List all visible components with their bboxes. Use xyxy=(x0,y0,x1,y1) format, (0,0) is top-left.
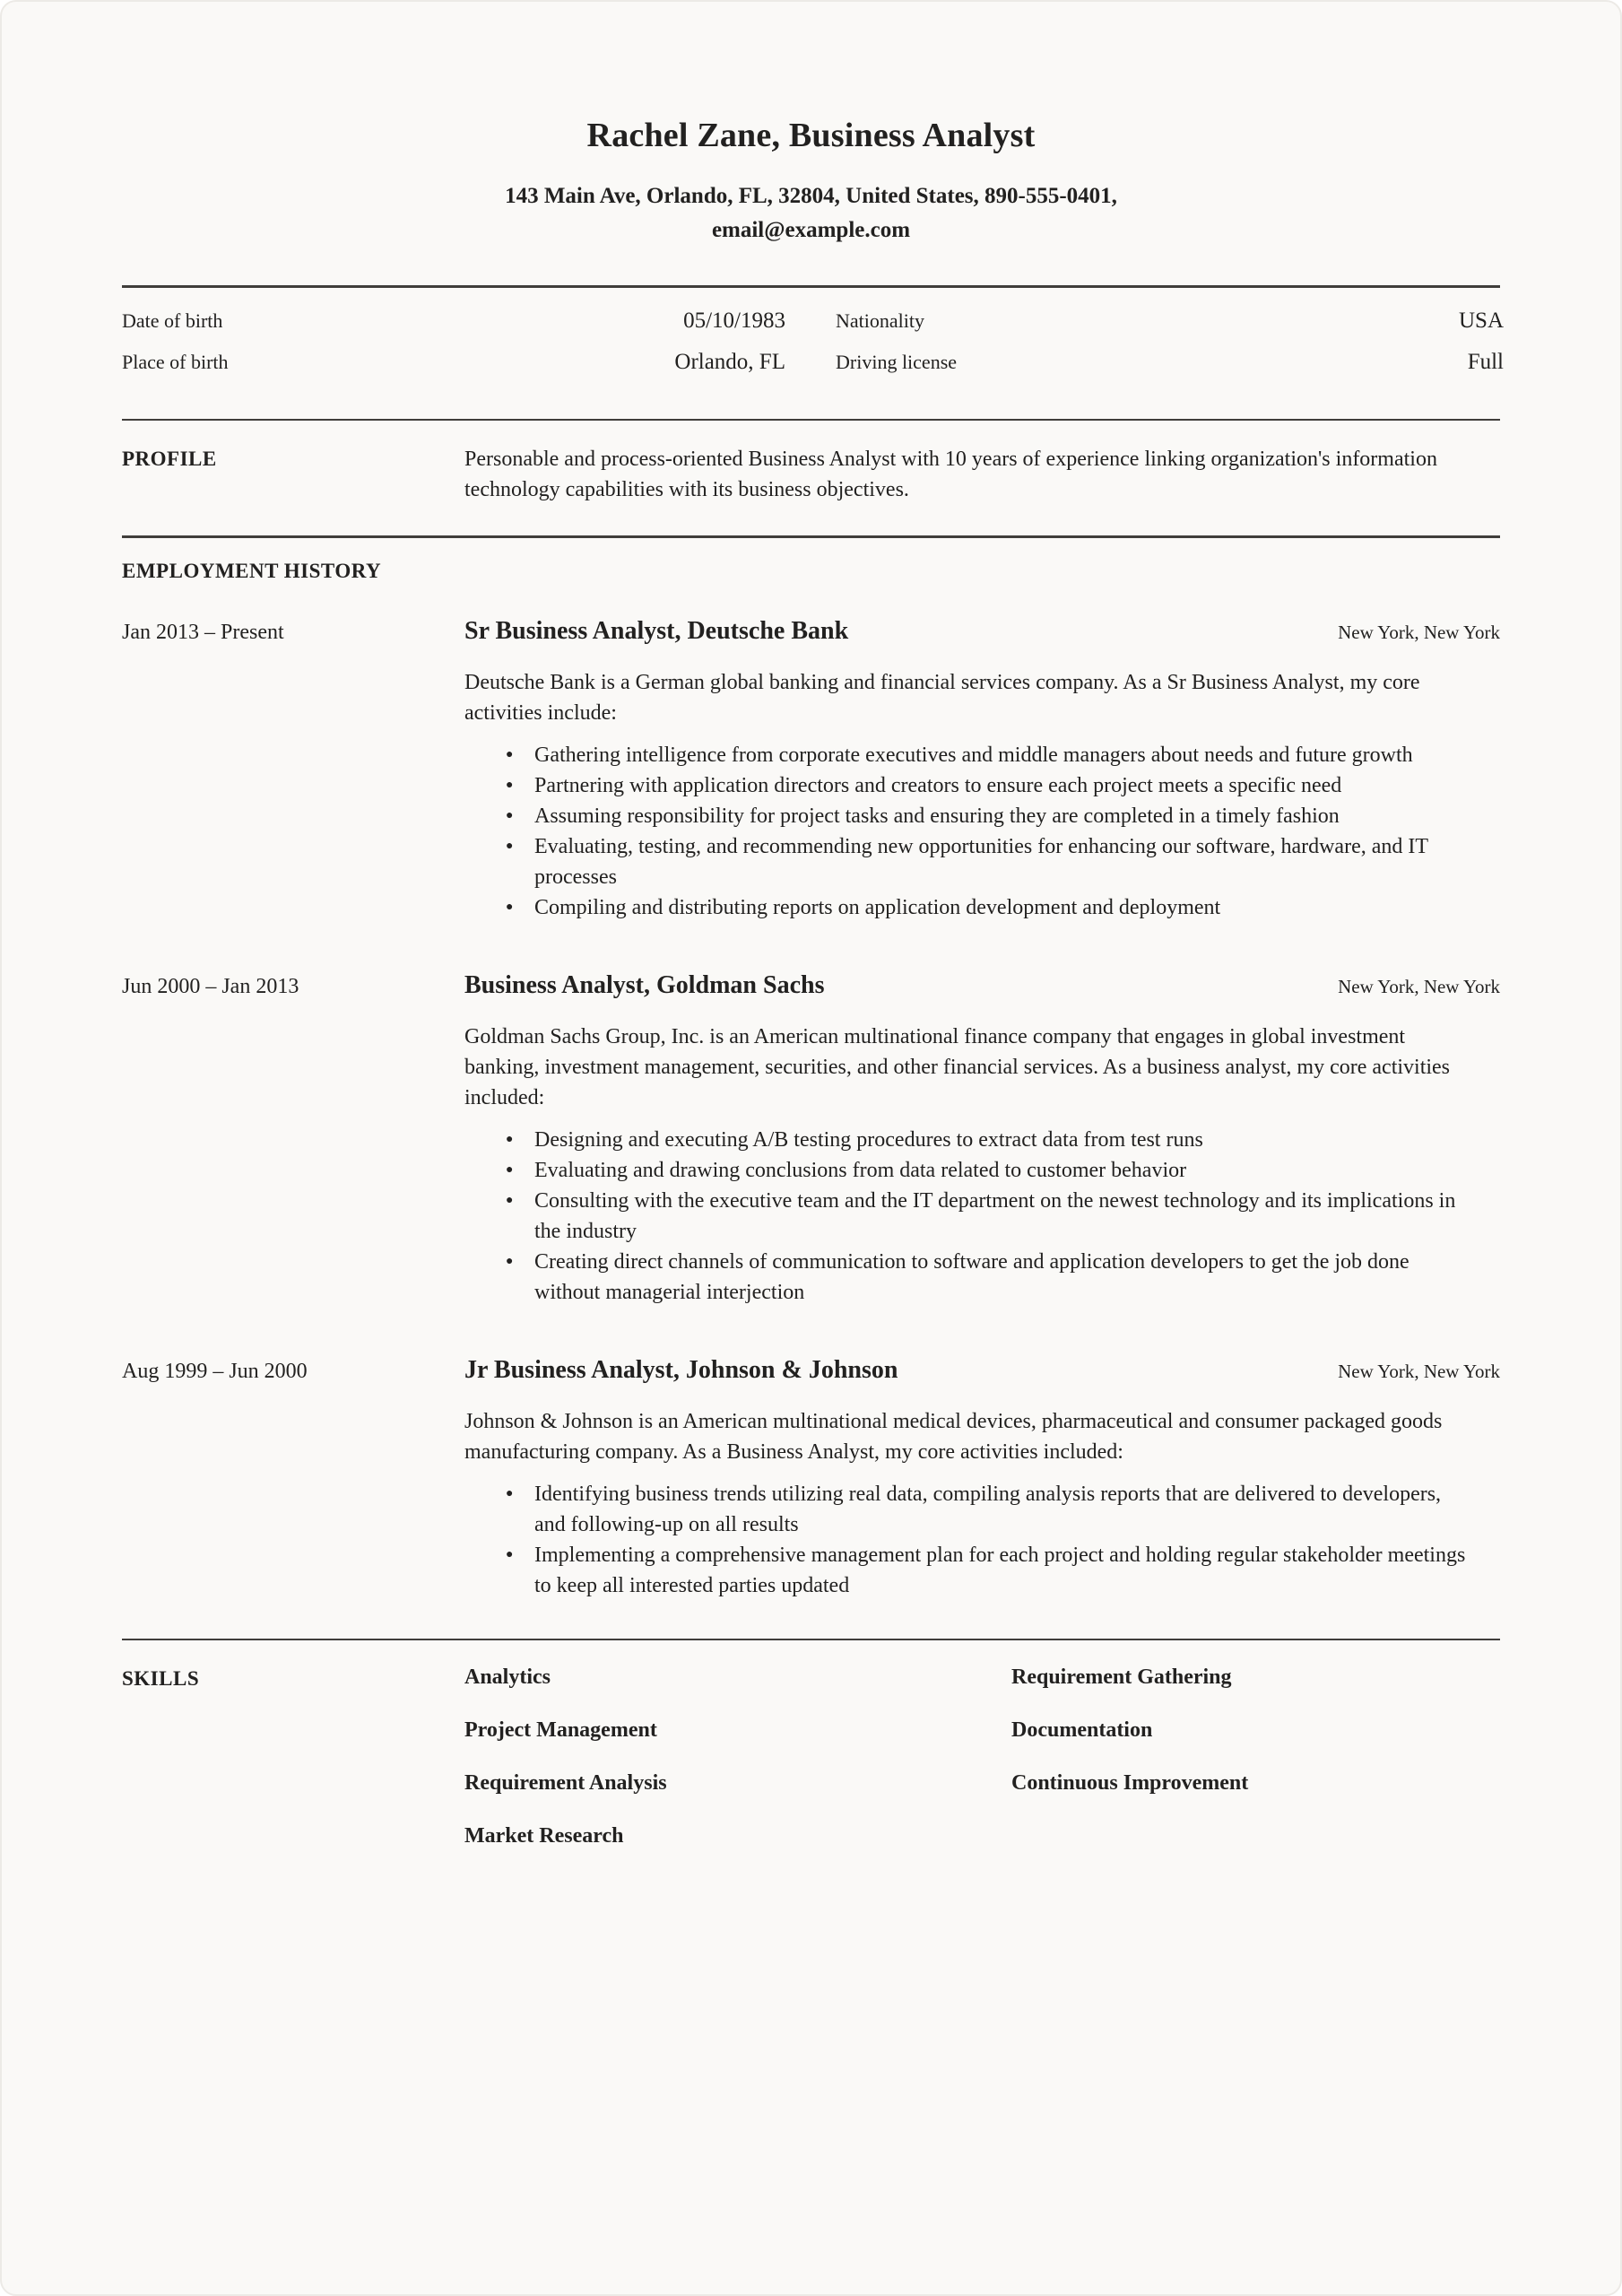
detail-value: Full xyxy=(1467,349,1504,374)
detail-driving-license xyxy=(836,349,1504,376)
job-location: New York, New York xyxy=(1338,975,1500,997)
job-bullet-list xyxy=(464,1125,1500,1308)
skill-item: Documentation xyxy=(1011,1718,1153,1742)
skills-heading: SKILLS xyxy=(122,1667,200,1690)
detail-label: Date of birth xyxy=(122,309,223,332)
detail-value: Orlando, FL xyxy=(674,349,785,374)
bullet-item: ● Consulting with the executive team and the IT department on the newest technology and its implications in the industry xyxy=(464,1186,1473,1247)
detail-label: Place of birth xyxy=(122,350,229,373)
job-title: Business Analyst, Goldman Sachs xyxy=(464,970,825,999)
job-dates: Aug 1999 – Jun 2000 xyxy=(122,1359,308,1383)
detail-label: Nationality xyxy=(836,309,924,332)
bullet-item: ● Evaluating, testing, and recommending new opportunities for enhancing our software, hardware, and IT processes xyxy=(464,831,1473,892)
personal-details-section xyxy=(122,288,1504,376)
job-description: Goldman Sachs Group, Inc. is an American multinational finance company that engages in global investment banking, investment management, securities, and other financial services. As a business analyst, my core activities included: xyxy=(464,1024,1451,1109)
job-bullet-list xyxy=(464,740,1500,923)
detail-place-of-birth xyxy=(122,349,785,376)
detail-nationality xyxy=(836,308,1504,335)
profile-section xyxy=(122,421,1500,505)
contact-info xyxy=(122,179,1500,248)
job-location: New York, New York xyxy=(1338,621,1500,643)
resume-header xyxy=(122,2,1500,248)
skill-item: Requirement Analysis xyxy=(464,1771,667,1795)
profile-heading: PROFILE xyxy=(122,448,217,470)
contact-address-line: 143 Main Ave, Orlando, FL, 32804, United States, 890-555-0401, xyxy=(505,184,1117,208)
detail-value: 05/10/1983 xyxy=(683,308,785,333)
job-entry-johnson-johnson xyxy=(122,1354,1500,1601)
job-entry-goldman-sachs xyxy=(122,970,1500,1308)
skill-item: Market Research xyxy=(464,1824,624,1848)
skill-item: Continuous Improvement xyxy=(1011,1771,1249,1795)
bullet-item: ● Creating direct channels of communication to software and application developers to get the job done without managerial interjection xyxy=(464,1247,1473,1308)
page-title: Rachel Zane, Business Analyst xyxy=(586,117,1036,154)
skill-item: Project Management xyxy=(464,1718,657,1742)
job-dates: Jun 2000 – Jan 2013 xyxy=(122,974,299,998)
bullet-item: ● Evaluating and drawing conclusions from data related to customer behavior xyxy=(464,1155,1473,1186)
bullet-item: ● Implementing a comprehensive management plan for each project and holding regular stakeholder meetings to keep all interested parties updated xyxy=(464,1540,1473,1601)
skills-column-right xyxy=(1011,1664,1248,1875)
job-title: Jr Business Analyst, Johnson & Johnson xyxy=(464,1355,898,1384)
job-description: Johnson & Johnson is an American multinational medical devices, pharmaceutical and consumer packaged goods manufacturing company. As a Business Analyst, my core activities included: xyxy=(464,1409,1443,1464)
profile-text: Personable and process-oriented Business Analyst with 10 years of experience linking organization's information technology capabilities with its business objectives. xyxy=(464,448,1437,501)
skill-item: Analytics xyxy=(464,1665,551,1689)
bullet-item: ● Compiling and distributing reports on application development and deployment xyxy=(464,892,1473,923)
job-entry-deutsche-bank xyxy=(122,615,1500,923)
job-location: New York, New York xyxy=(1338,1360,1500,1382)
contact-email: email@example.com xyxy=(711,218,911,242)
detail-value: USA xyxy=(1458,308,1504,333)
bullet-item: ● Gathering intelligence from corporate executives and middle managers about needs and future growth xyxy=(464,740,1473,770)
employment-history-section xyxy=(122,615,1500,1601)
skills-section xyxy=(122,1640,1500,1875)
employment-history-heading: EMPLOYMENT HISTORY xyxy=(122,559,382,582)
job-title: Sr Business Analyst, Deutsche Bank xyxy=(464,616,849,645)
bullet-item: ● Assuming responsibility for project tasks and ensuring they are completed in a timely fashion xyxy=(464,801,1473,831)
bullet-item: ● Partnering with application directors and creators to ensure each project meets a specific need xyxy=(464,770,1473,801)
detail-date-of-birth xyxy=(122,308,785,335)
bullet-item: ● Identifying business trends utilizing real data, compiling analysis reports that are delivered to developers, and following-up on all results xyxy=(464,1479,1473,1540)
job-description: Deutsche Bank is a German global banking and financial services company. As a Sr Business Analyst, my core activities include: xyxy=(464,670,1420,725)
skills-column-left xyxy=(464,1664,1011,1875)
bullet-item: ● Designing and executing A/B testing procedures to extract data from test runs xyxy=(464,1125,1473,1155)
job-dates: Jan 2013 – Present xyxy=(122,620,284,644)
skill-item: Requirement Gathering xyxy=(1011,1665,1232,1689)
job-bullet-list xyxy=(464,1479,1500,1601)
detail-label: Driving license xyxy=(836,350,958,373)
